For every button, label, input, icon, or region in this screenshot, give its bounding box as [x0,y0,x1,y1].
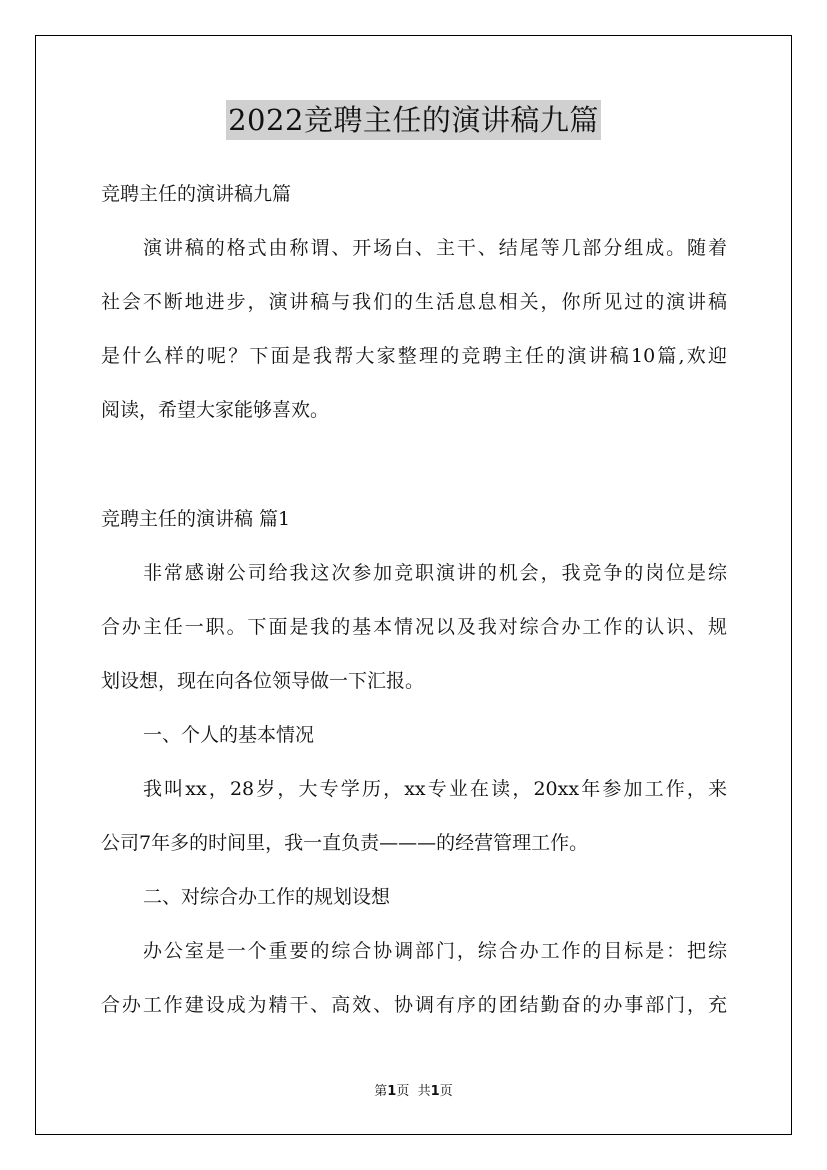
para2-line-2: 公司7年多的时间里，我一直负责———的经营管理工作。 [101,832,589,854]
page-footer [0,1083,827,1101]
heading-planning: 二、对综合办工作的规划设想 [143,886,391,908]
footer-total-number: 1 [430,1084,440,1099]
para1-line-2: 合办主任一职。下面是我的基本情况以及我对综合办工作的认识、规 [101,616,727,638]
footer-page-number: 1 [387,1084,397,1099]
para1-line-1: 非常感谢公司给我这次参加竞职演讲的机会，我竞争的岗位是综 [143,562,727,584]
document-subtitle: 竞聘主任的演讲稿九篇 [101,183,292,205]
footer-total-suffix: 页 [439,1084,453,1099]
intro-line-4: 阅读，希望大家能够喜欢。 [101,399,330,421]
title-container [0,100,827,140]
para1-line-3: 划设想，现在向各位领导做一下汇报。 [101,670,425,692]
footer-total-prefix: 共 [417,1084,431,1099]
footer-page-prefix: 第 [374,1084,388,1099]
section-heading: 竞聘主任的演讲稿 篇1 [101,508,291,530]
document-title: 2022竞聘主任的演讲稿九篇 [226,100,601,140]
para3-line-2: 合办工作建设成为精干、高效、协调有序的团结勤奋的办事部门，充 [101,994,727,1016]
footer-page-suffix: 页 [396,1084,410,1099]
heading-personal-info: 一、个人的基本情况 [143,724,315,746]
para2-line-1: 我叫xx，28岁，大专学历，xx专业在读，20xx年参加工作，来 [143,778,727,800]
para3-line-1: 办公室是一个重要的综合协调部门，综合办工作的目标是：把综 [143,940,727,962]
intro-line-2: 社会不断地进步，演讲稿与我们的生活息息相关，你所见过的演讲稿 [101,291,727,313]
intro-line-1: 演讲稿的格式由称谓、开场白、主干、结尾等几部分组成。随着 [143,237,727,259]
intro-line-3: 是什么样的呢？下面是我帮大家整理的竞聘主任的演讲稿10篇,欢迎 [101,345,727,367]
